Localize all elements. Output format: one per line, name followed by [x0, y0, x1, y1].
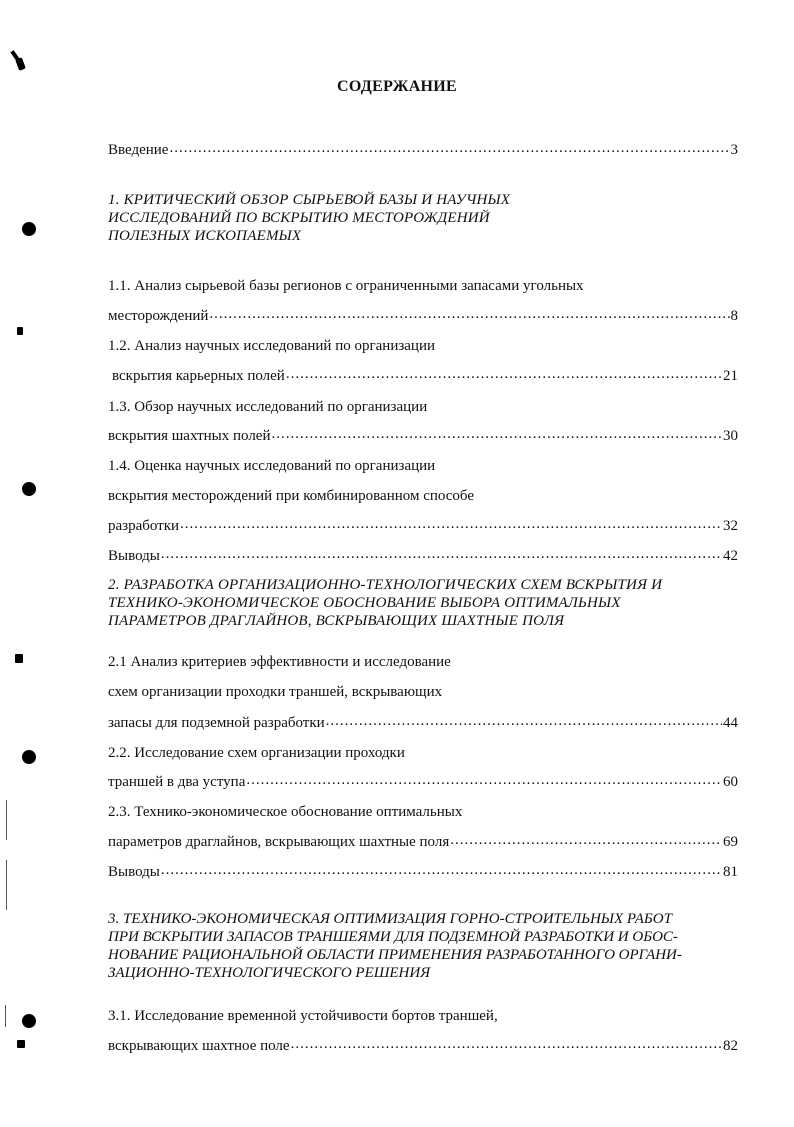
toc-entry-2-3-line1: 2.3. Технико-экономическое обоснование оптимальных [108, 804, 463, 820]
toc-label: Введение [108, 142, 169, 158]
toc-page-number: 82 [723, 1038, 738, 1054]
toc-entry-1-3-line1: 1.3. Обзор научных исследований по организации [108, 399, 428, 415]
toc-page-number: 3 [730, 142, 738, 158]
toc-leader [246, 772, 722, 786]
toc-page-number: 60 [723, 774, 738, 790]
chapter-heading-line: 1. КРИТИЧЕСКИЙ ОБЗОР СЫРЬЕВОЙ БАЗЫ И НАУЧНЫХ [108, 192, 511, 208]
toc-entry-intro [108, 140, 738, 160]
toc-leader [180, 516, 722, 530]
toc-page-number: 21 [723, 368, 738, 384]
scan-mark [15, 57, 26, 71]
scan-speck [5, 1005, 6, 1027]
toc-entry-2-1 [108, 713, 738, 733]
toc-entry-2-1-line2: схем организации проходки траншей, вскрывающих [108, 684, 443, 700]
toc-label: параметров драглайнов, вскрывающих шахтные поля [108, 834, 450, 850]
chapter-heading-line: 2. РАЗРАБОТКА ОРГАНИЗАЦИОННО-ТЕХНОЛОГИЧЕСКИХ СХЕМ ВСКРЫТИЯ И [108, 577, 663, 593]
toc-label: вскрытия шахтных полей [108, 428, 271, 444]
toc-entry-1-3 [108, 426, 738, 446]
toc-entry-2-2 [108, 772, 738, 792]
toc-label: разработки [108, 518, 180, 534]
toc-entry-1-1 [108, 306, 738, 326]
toc-leader [161, 546, 722, 560]
toc-page-number: 32 [723, 518, 738, 534]
toc-label: вскрывающих шахтное поле [108, 1038, 290, 1054]
toc-leader [209, 306, 729, 320]
chapter-heading-1 [108, 191, 510, 245]
chapter-heading-line: ПАРАМЕТРОВ ДРАГЛАЙНОВ, ВСКРЫВАЮЩИХ ШАХТНЫЕ ПОЛЯ [108, 613, 565, 629]
toc-entry-3-1 [108, 1036, 738, 1056]
toc-entry-1-2-line1: 1.2. Анализ научных исследований по организации [108, 338, 436, 354]
punch-hole [22, 482, 36, 496]
toc-entry-1-2 [112, 366, 738, 386]
toc-label: запасы для подземной разработки [108, 715, 325, 731]
scan-mark [17, 1040, 25, 1048]
scan-speck [6, 800, 7, 840]
toc-entry-conclusions-2 [108, 862, 738, 882]
toc-leader [272, 426, 723, 440]
toc-entry-2-3 [108, 832, 738, 852]
toc-entry-2-2-line1: 2.2. Исследование схем организации проходки [108, 745, 405, 761]
toc-entry-1-1-line1: 1.1. Анализ сырьевой базы регионов с ограниченными запасами угольных [108, 278, 584, 294]
toc-label: Выводы [108, 548, 160, 564]
chapter-heading-line: ИССЛЕДОВАНИЙ ПО ВСКРЫТИЮ МЕСТОРОЖДЕНИЙ [108, 210, 490, 226]
toc-entry-2-1-line1: 2.1 Анализ критериев эффективности и исследование [108, 654, 451, 670]
chapter-heading-3 [108, 910, 682, 982]
toc-leader [450, 832, 722, 846]
punch-hole [22, 222, 36, 236]
toc-label: Выводы [108, 864, 160, 880]
toc-label: вскрытия карьерных полей [112, 368, 285, 384]
scan-mark [15, 654, 23, 663]
toc-leader [161, 862, 722, 876]
toc-leader [286, 366, 722, 380]
toc-page-number: 69 [723, 834, 738, 850]
toc-page-number: 42 [723, 548, 738, 564]
toc-page-number: 81 [723, 864, 738, 880]
chapter-heading-line: ПРИ ВСКРЫТИИ ЗАПАСОВ ТРАНШЕЯМИ ДЛЯ ПОДЗЕМНОЙ РАЗРАБОТКИ И ОБОС- [108, 929, 678, 945]
chapter-heading-2 [108, 576, 662, 630]
chapter-heading-line: 3. ТЕХНИКО-ЭКОНОМИЧЕСКАЯ ОПТИМИЗАЦИЯ ГОРНО-СТРОИТЕЛЬНЫХ РАБОТ [108, 911, 672, 927]
toc-entry-3-1-line1: 3.1. Исследование временной устойчивости бортов траншей, [108, 1008, 498, 1024]
toc-label: месторождений [108, 308, 209, 324]
toc-label: траншей в два уступа [108, 774, 246, 790]
scan-speck [6, 860, 7, 910]
toc-page-number: 30 [723, 428, 738, 444]
toc-page-number: 8 [730, 308, 738, 324]
scan-mark [17, 327, 23, 335]
toc-leader [326, 713, 722, 727]
chapter-heading-line: ТЕХНИКО-ЭКОНОМИЧЕСКОЕ ОБОСНОВАНИЕ ВЫБОРА ОПТИМАЛЬНЫХ [108, 595, 621, 611]
toc-leader [291, 1036, 722, 1050]
toc-entry-1-4-line2: вскрытия месторождений при комбинированном способе [108, 488, 475, 504]
chapter-heading-line: ЗАЦИОННО-ТЕХНОЛОГИЧЕСКОГО РЕШЕНИЯ [108, 965, 431, 981]
punch-hole [22, 750, 36, 764]
toc-page-number: 44 [723, 715, 738, 731]
toc-entry-1-4 [108, 516, 738, 536]
toc-leader [169, 140, 729, 154]
chapter-heading-line: ПОЛЕЗНЫХ ИСКОПАЕМЫХ [108, 228, 302, 244]
toc-entry-conclusions-1 [108, 546, 738, 566]
punch-hole [22, 1014, 36, 1028]
chapter-heading-line: НОВАНИЕ РАЦИОНАЛЬНОЙ ОБЛАСТИ ПРИМЕНЕНИЯ РАЗРАБОТАННОГО ОРГАНИ- [108, 947, 682, 963]
toc-entry-1-4-line1: 1.4. Оценка научных исследований по организации [108, 458, 436, 474]
page-title: СОДЕРЖАНИЕ [336, 78, 458, 95]
